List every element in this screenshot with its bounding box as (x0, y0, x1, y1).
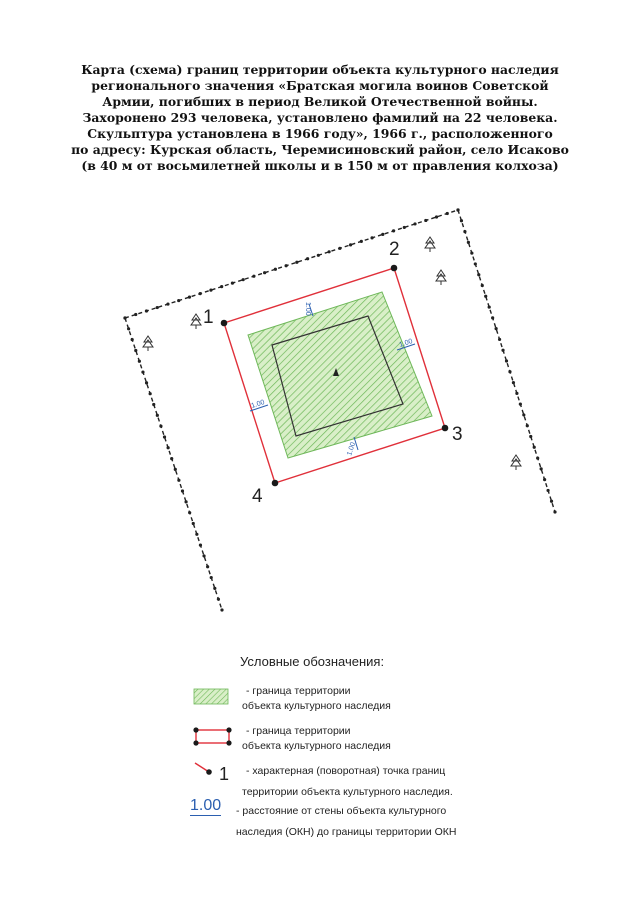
fence-post (174, 468, 177, 471)
fence-post (134, 349, 137, 352)
fence-post (413, 222, 416, 225)
fence-post (317, 254, 320, 257)
fence-post (159, 425, 162, 428)
fence-post (199, 292, 202, 295)
fence-post (166, 302, 169, 305)
fence-post (446, 212, 449, 215)
legend-point-symbol (193, 760, 241, 784)
fence-post (274, 268, 277, 271)
fence-post (546, 489, 549, 492)
turning-point-3 (442, 425, 449, 432)
point-label-1: 1 (203, 307, 214, 328)
fence-post (202, 554, 205, 557)
fence-post (149, 392, 152, 395)
fence-post (177, 299, 180, 302)
fence-post (488, 305, 491, 308)
fence-post (138, 360, 141, 363)
turning-point-2 (391, 265, 398, 272)
fence-post (263, 271, 266, 274)
fence-post (360, 240, 363, 243)
legend-item-point (242, 764, 453, 800)
fence-post (195, 533, 198, 536)
fence-post (184, 500, 187, 503)
fence-post (306, 257, 309, 260)
fence-post (242, 278, 245, 281)
fence-post (181, 489, 184, 492)
fence-post (484, 295, 487, 298)
tree-icon (511, 455, 521, 470)
title-line: регионального значения «Братская могила воинов Советской (91, 78, 549, 93)
legend-item-hatch (242, 684, 391, 714)
title-line: Армии, погибших в период Великой Отечественной войны. (102, 94, 538, 109)
title-line: Захоронено 293 человека, установлено фамилий на 22 человека. (82, 110, 558, 125)
fence-post (370, 236, 373, 239)
turning-point-4 (272, 480, 279, 487)
legend-line: территории объекта культурного наследия. (242, 786, 453, 798)
fence-post (463, 230, 466, 233)
fence-post (206, 565, 209, 568)
legend-hatch-symbol (193, 688, 229, 706)
fence-post (543, 478, 546, 481)
legend-item-distance (236, 804, 457, 840)
fence-post (553, 510, 556, 513)
fence-post (519, 403, 522, 406)
fence-post (540, 467, 543, 470)
fence-post (285, 264, 288, 267)
fence-post (491, 316, 494, 319)
fence-post (338, 247, 341, 250)
point-label-3: 3 (452, 424, 463, 445)
fence-post (495, 327, 498, 330)
fence-post (327, 250, 330, 253)
fence-post (349, 243, 352, 246)
legend-line: - граница территории (246, 725, 351, 737)
fence-post (156, 306, 159, 309)
fence-post (526, 424, 529, 427)
fence-post (508, 370, 511, 373)
fence-post (515, 392, 518, 395)
point-label-4: 4 (252, 486, 263, 507)
tree-icon (191, 314, 201, 329)
fence-post (156, 414, 159, 417)
distance-label-bottom: 1.00 (346, 441, 358, 457)
fence-post (456, 208, 459, 211)
fence-post (501, 349, 504, 352)
fence-post (220, 608, 223, 611)
fence-post (127, 327, 130, 330)
title-line: Карта (схема) границ территории объекта культурного наследия (81, 62, 559, 77)
fence-post (188, 511, 191, 514)
fence-post (134, 313, 137, 316)
fence-post (470, 252, 473, 255)
fence-post (231, 282, 234, 285)
fence-post (467, 241, 470, 244)
hatched-territory (248, 292, 432, 458)
fence-post (152, 403, 155, 406)
point-label-2: 2 (389, 239, 400, 260)
fence-post (403, 226, 406, 229)
fence-post (536, 456, 539, 459)
fence-post (252, 275, 255, 278)
legend-item-red-line (242, 724, 391, 754)
fence-post (163, 435, 166, 438)
fence-post (550, 500, 553, 503)
legend-line: - граница территории (246, 685, 351, 697)
legend-line: - характерная (поворотная) точка границ (246, 765, 446, 777)
fence-post (192, 522, 195, 525)
fence-post (498, 338, 501, 341)
fence-post (381, 233, 384, 236)
legend-red-line-symbol (193, 726, 233, 748)
tree-icon (425, 237, 435, 252)
distance-label-left: 1.00 (250, 399, 266, 410)
legend-distance-symbol: 1.00 (190, 797, 222, 814)
fence-post (522, 413, 525, 416)
fence-post (167, 446, 170, 449)
fence-post (199, 544, 202, 547)
distance-label-right: 1.00 (398, 338, 414, 349)
title-line: Скульптура установлена в 1966 году», 1966 г., расположенного (87, 126, 553, 141)
fence-post (217, 598, 220, 601)
fence-post (177, 479, 180, 482)
legend-line: - расстояние от стены объекта культурного (236, 805, 447, 817)
fence-post (213, 587, 216, 590)
fence-post (145, 309, 148, 312)
distance-label-top: 1.00 (304, 302, 311, 316)
fence-post (123, 316, 126, 319)
title-line: (в 40 м от восьмилетней школы и в 150 м от правления колхоза) (81, 158, 559, 173)
legend-line: наследия (ОКН) до границы территории ОКН (236, 826, 457, 838)
fence-post (392, 229, 395, 232)
fence-post (460, 219, 463, 222)
fence-post (145, 381, 148, 384)
title-line: по адресу: Курская область, Черемисиновский район, село Исаково (71, 142, 569, 157)
legend-line: объекта культурного наследия (242, 740, 391, 752)
fence-post (505, 359, 508, 362)
fence-post (529, 435, 532, 438)
fence-post (220, 285, 223, 288)
legend-line: объекта культурного наследия (242, 700, 391, 712)
legend-point-label: 1 (219, 764, 230, 784)
tree-icon (436, 270, 446, 285)
fence-post (424, 219, 427, 222)
fence-post (481, 284, 484, 287)
tree-icon (143, 336, 153, 351)
fence-post (474, 262, 477, 265)
fence-post (188, 295, 191, 298)
fence-post (141, 370, 144, 373)
fence-post (131, 338, 134, 341)
turning-point-1 (221, 320, 228, 327)
fence-post (533, 446, 536, 449)
fence-post (435, 215, 438, 218)
fence-post (170, 457, 173, 460)
fence-post (209, 289, 212, 292)
legend-title: Условные обозначения: (240, 654, 385, 669)
fence-post (295, 261, 298, 264)
fence-post (512, 381, 515, 384)
fence-post (477, 273, 480, 276)
fence-post (210, 576, 213, 579)
